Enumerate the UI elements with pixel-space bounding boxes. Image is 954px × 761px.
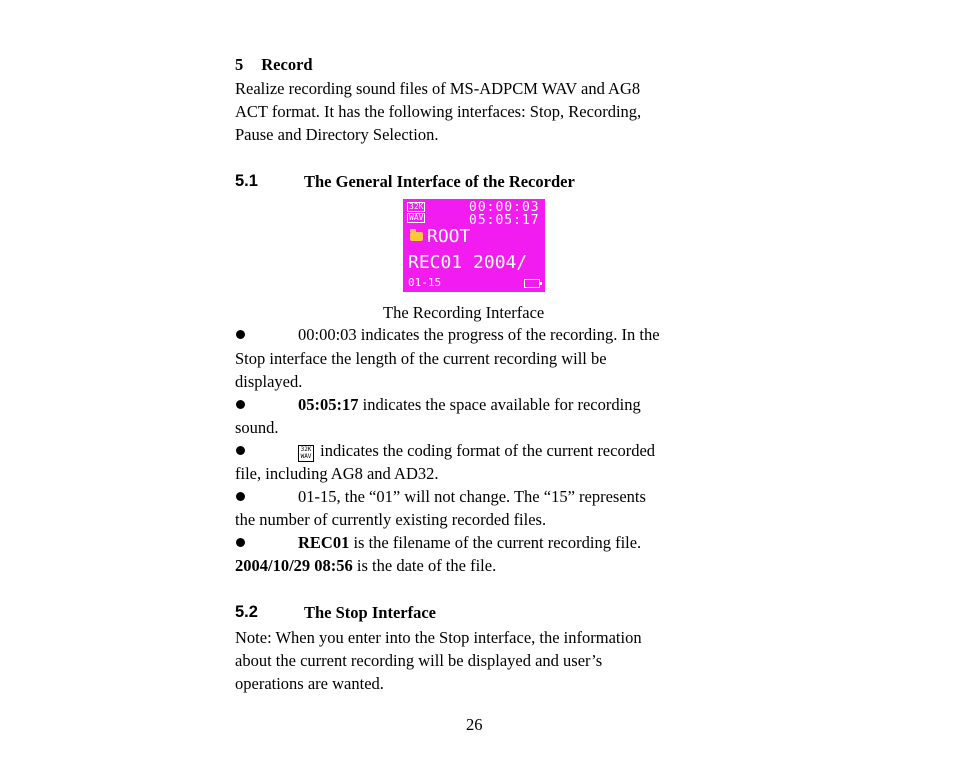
figure-caption: The Recording Interface [383, 303, 545, 322]
section-5-para-line: Pause and Directory Selection. [235, 125, 439, 144]
bullet-4-line: the number of currently existing recorded files. [235, 510, 547, 529]
bullet-1-line: 00:00:03 indicates the progress of the recording. In the [298, 325, 660, 344]
bullet-5-text: is the filename of the current recording file. [349, 533, 642, 552]
bullet-2-text: indicates the space available for recording [358, 395, 641, 414]
bitrate-tag: 32K [409, 202, 424, 211]
file-name-line: REC01 2004/ [408, 252, 528, 273]
bullet-dot [236, 492, 245, 501]
section-5-2-para-line: Note: When you enter into the Stop interface, the information [235, 628, 642, 647]
bullet-5-text: is the date of the file. [352, 556, 497, 575]
folder-name: ROOT [427, 226, 471, 247]
folder-icon [410, 232, 423, 241]
section-5-para-line: ACT format. It has the following interfaces: Stop, Recording, [235, 102, 642, 121]
bullet-dot [236, 330, 245, 339]
section-5-heading [235, 53, 313, 76]
bullet-2-line: sound. [235, 418, 279, 437]
elapsed-time: 00:00:03 [469, 200, 540, 215]
section-5-2-title: The Stop Interface [304, 603, 436, 622]
format-tag: WAV [409, 213, 424, 222]
bullet-3-text: indicates the coding format of the current recorded [316, 441, 656, 460]
bullet-1-line: displayed. [235, 372, 303, 391]
recording-screen-image [403, 199, 545, 292]
page-number: 26 [466, 715, 483, 734]
section-5-2-para-line: operations are wanted. [235, 674, 384, 693]
bullet-3-line: file, including AG8 and AD32. [235, 464, 439, 483]
section-5-1-number: 5.1 [235, 172, 258, 190]
bullet-1-line: Stop interface the length of the current recording will be [235, 349, 607, 368]
battery-icon [524, 279, 540, 288]
space-value: 05:05:17 [298, 395, 359, 414]
section-5-2-para-line: about the current recording will be displayed and user’s [235, 651, 603, 670]
codec-format-icon: 32K WAV [298, 445, 314, 462]
filename-value: REC01 [298, 533, 350, 552]
section-5-1-title: The General Interface of the Recorder [304, 172, 575, 191]
file-date-value: 2004/10/29 08:56 [235, 556, 353, 575]
bullet-dot [236, 538, 245, 547]
bullet-3-line [298, 439, 655, 462]
section-5-2-number: 5.2 [235, 603, 258, 621]
bullet-5-line [235, 554, 496, 577]
section-title: Record [261, 55, 313, 74]
section-5-para-line: Realize recording sound files of MS-ADPCM WAV and AG8 [235, 79, 641, 98]
file-count: 01-15 [408, 276, 442, 289]
remaining-time: 05:05:17 [469, 213, 540, 228]
bullet-5-line [298, 531, 641, 554]
bullet-4-line: 01-15, the “01” will not change. The “15” represents [298, 487, 646, 506]
bullet-dot [236, 400, 245, 409]
bullet-2-line [298, 393, 641, 416]
section-number: 5 [235, 55, 244, 74]
bullet-dot [236, 446, 245, 455]
